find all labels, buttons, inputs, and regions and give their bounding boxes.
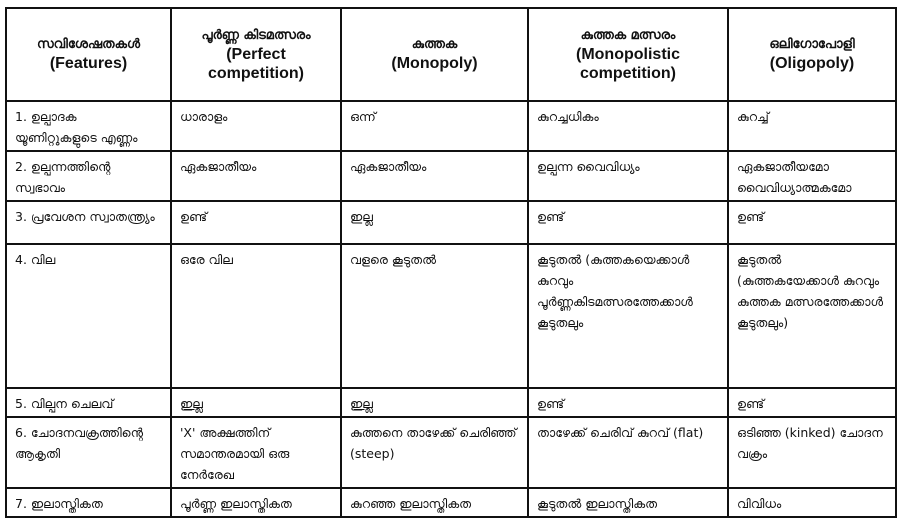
header-en: (Monopolistic competition) — [576, 45, 680, 82]
header-en: (Monopoly) — [391, 55, 478, 72]
table-row — [6, 417, 896, 488]
table-cell: ഉണ്ട് — [528, 201, 728, 244]
table-cell: 5. വില്പന ചെലവ് — [6, 388, 171, 417]
header-oligopoly — [728, 8, 896, 101]
header-features — [6, 8, 171, 101]
table-cell: 2. ഉല്പന്നത്തിന്റെ സ്വഭാവം — [6, 151, 171, 201]
table-row — [6, 101, 896, 151]
table-row — [6, 201, 896, 244]
table-row — [6, 488, 896, 517]
table-cell: ഇല്ല — [171, 388, 341, 417]
header-ml: കുത്തക മത്സരം — [580, 27, 676, 43]
table-cell: 7. ഇലാസ്തികത — [6, 488, 171, 517]
table-cell: ഇല്ല — [341, 388, 528, 417]
table-cell: ഒരേ വില — [171, 244, 341, 388]
table-row — [6, 151, 896, 201]
header-en: (Perfect competition) — [208, 45, 304, 82]
table-cell: ഉണ്ട് — [728, 388, 896, 417]
header-ml: കുത്തക — [411, 37, 458, 52]
table-cell: 3. പ്രവേശന സ്വാതന്ത്ര്യം — [6, 201, 171, 244]
header-perfect-competition — [171, 8, 341, 101]
table-cell: കൂടുതൽ (കുത്തകയെക്കാൾ കുറവും പൂർണ്ണകിടമത്സരത്തേക്കാൾ കൂടുതലും — [528, 244, 728, 388]
table-cell: പൂർണ്ണ ഇലാസ്തികത — [171, 488, 341, 517]
table-cell: ഉണ്ട് — [528, 388, 728, 417]
market-comparison-table — [5, 7, 897, 518]
table-cell: ഉല്പന്ന വൈവിധ്യം — [528, 151, 728, 201]
table-cell: 1. ഉല്പാദക യൂണിറ്റുകളുടെ എണ്ണം — [6, 101, 171, 151]
table-cell: വളരെ കൂടുതൽ — [341, 244, 528, 388]
table-cell: കുറച്ച് — [728, 101, 896, 151]
header-en: (Features) — [49, 55, 128, 72]
table-cell: ഉണ്ട് — [171, 201, 341, 244]
table-cell: താഴേക്ക് ചെരിവ് കുറവ് (flat) — [528, 417, 728, 488]
header-row — [6, 8, 896, 101]
table-cell: കുത്തനെ താഴേക്ക് ചെരിഞ്ഞ് (steep) — [341, 417, 528, 488]
table-cell: ധാരാളം — [171, 101, 341, 151]
table-row — [6, 388, 896, 417]
header-ml: ഒലിഗോപോളി — [769, 37, 855, 52]
table-cell: വിവിധം — [728, 488, 896, 517]
table-cell: ഇല്ല — [341, 201, 528, 244]
header-ml: പൂർണ്ണ കിടമത്സരം — [201, 27, 311, 43]
table-cell: ഏകജാതീയം — [171, 151, 341, 201]
table-cell: കൂടുതൽ (കുത്തകയേക്കാൾ കുറവും കുത്തക മത്സരത്തേക്കാൾ കൂടുതലും) — [728, 244, 896, 388]
header-monopoly — [341, 8, 528, 101]
table-cell: കുറച്ചധികം — [528, 101, 728, 151]
header-ml: സവിശേഷതകൾ — [36, 37, 141, 52]
table-cell: ഒടിഞ്ഞ (kinked) ചോദന വക്രം — [728, 417, 896, 488]
table-cell: ഏകജാതീയം — [341, 151, 528, 201]
table-cell: കൂടുതൽ ഇലാസ്തികത — [528, 488, 728, 517]
table-cell: ഒന്ന് — [341, 101, 528, 151]
table-cell: ഏകജാതീയമോ വൈവിധ്യാത്മകമോ — [728, 151, 896, 201]
table-cell: 4. വില — [6, 244, 171, 388]
table-row — [6, 244, 896, 388]
header-en: (Oligopoly) — [769, 55, 855, 72]
header-monopolistic-competition — [528, 8, 728, 101]
table-cell: കുറഞ്ഞ ഇലാസ്തികത — [341, 488, 528, 517]
table-cell: 6. ചോദനവക്രത്തിന്റെ ആകൃതി — [6, 417, 171, 488]
table-cell: 'X' അക്ഷത്തിന് സമാന്തരമായി ഒരു നേർരേഖ — [171, 417, 341, 488]
table-cell: ഉണ്ട് — [728, 201, 896, 244]
